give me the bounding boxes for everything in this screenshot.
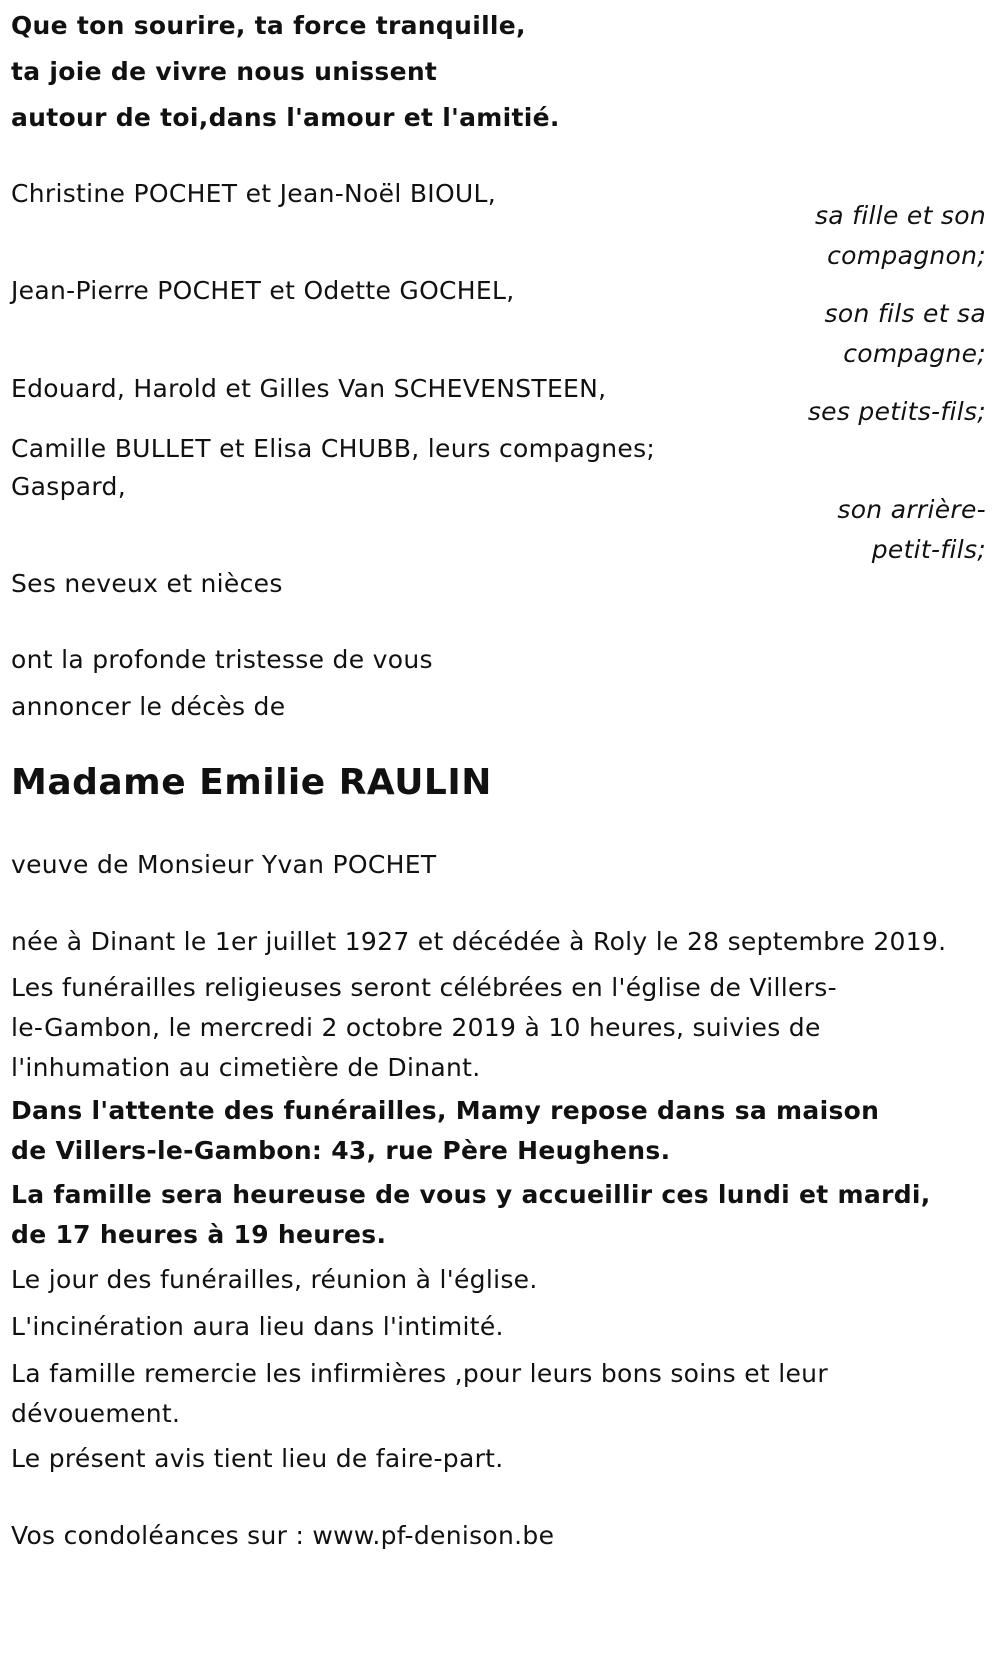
repose-details: Dans l'attente des funérailles, Mamy repose dans sa maison de Villers-le-Gambon: 43, rue Père Heughens. [11,1096,880,1165]
condolences-link[interactable]: Vos condoléances sur : www.pf-denison.be [11,1521,555,1550]
cremation-details: L'incinération aura lieu dans l'intimité. [11,1312,504,1341]
deceased-widow: veuve de Monsieur Yvan POCHET [11,850,437,879]
welcome-details: La famille sera heureuse de vous y accueillir ces lundi et mardi, de 17 heures à 19 heures. [11,1180,931,1249]
family-gaspard: Gaspard, [11,472,126,501]
meeting-details: Le jour des funérailles, réunion à l'église. [11,1265,538,1294]
poem-line-1: Que ton sourire, ta force tranquille, [11,11,526,40]
family-grandsons: Edouard, Harold et Gilles Van SCHEVENSTEEN, [11,374,607,403]
family-nephews: Ses neveux et nièces [11,569,283,598]
funeral-details: Les funérailles religieuses seront célébrées en l'église de Villers-le-Gambon, le mercredi 2 octobre 2019 à 10 heures, suivies de l'inhumation au cimetière de Dinant. [11,973,837,1082]
relation-gaspard: son arrière-petit-fils; [837,495,986,564]
announcement-line-1: ont la profonde tristesse de vous [11,645,433,674]
family-jeanpierre: Jean-Pierre POCHET et Odette GOCHEL, [11,276,515,305]
thanks-details: La famille remercie les infirmières ,pour leurs bons soins et leur dévouement. [11,1359,828,1428]
poem-line-2: ta joie de vivre nous unissent [11,57,438,86]
relation-christine: sa fille et son compagnon; [814,201,986,270]
deceased-name: Madame Emilie RAULIN [11,762,492,803]
announcement-line-2: annoncer le décès de [11,692,286,721]
relation-grandsons: ses petits-fils; [807,397,986,426]
deceased-birth-death: née à Dinant le 1er juillet 1927 et décédée à Roly le 28 septembre 2019. [11,927,947,956]
relation-jeanpierre: son fils et sa compagne; [824,299,986,368]
notice-details: Le présent avis tient lieu de faire-part. [11,1444,504,1473]
family-christine: Christine POCHET et Jean-Noël BIOUL, [11,179,497,208]
family-companions: Camille BULLET et Elisa CHUBB, leurs compagnes; [11,434,656,463]
poem-line-3: autour de toi,dans l'amour et l'amitié. [11,103,560,132]
